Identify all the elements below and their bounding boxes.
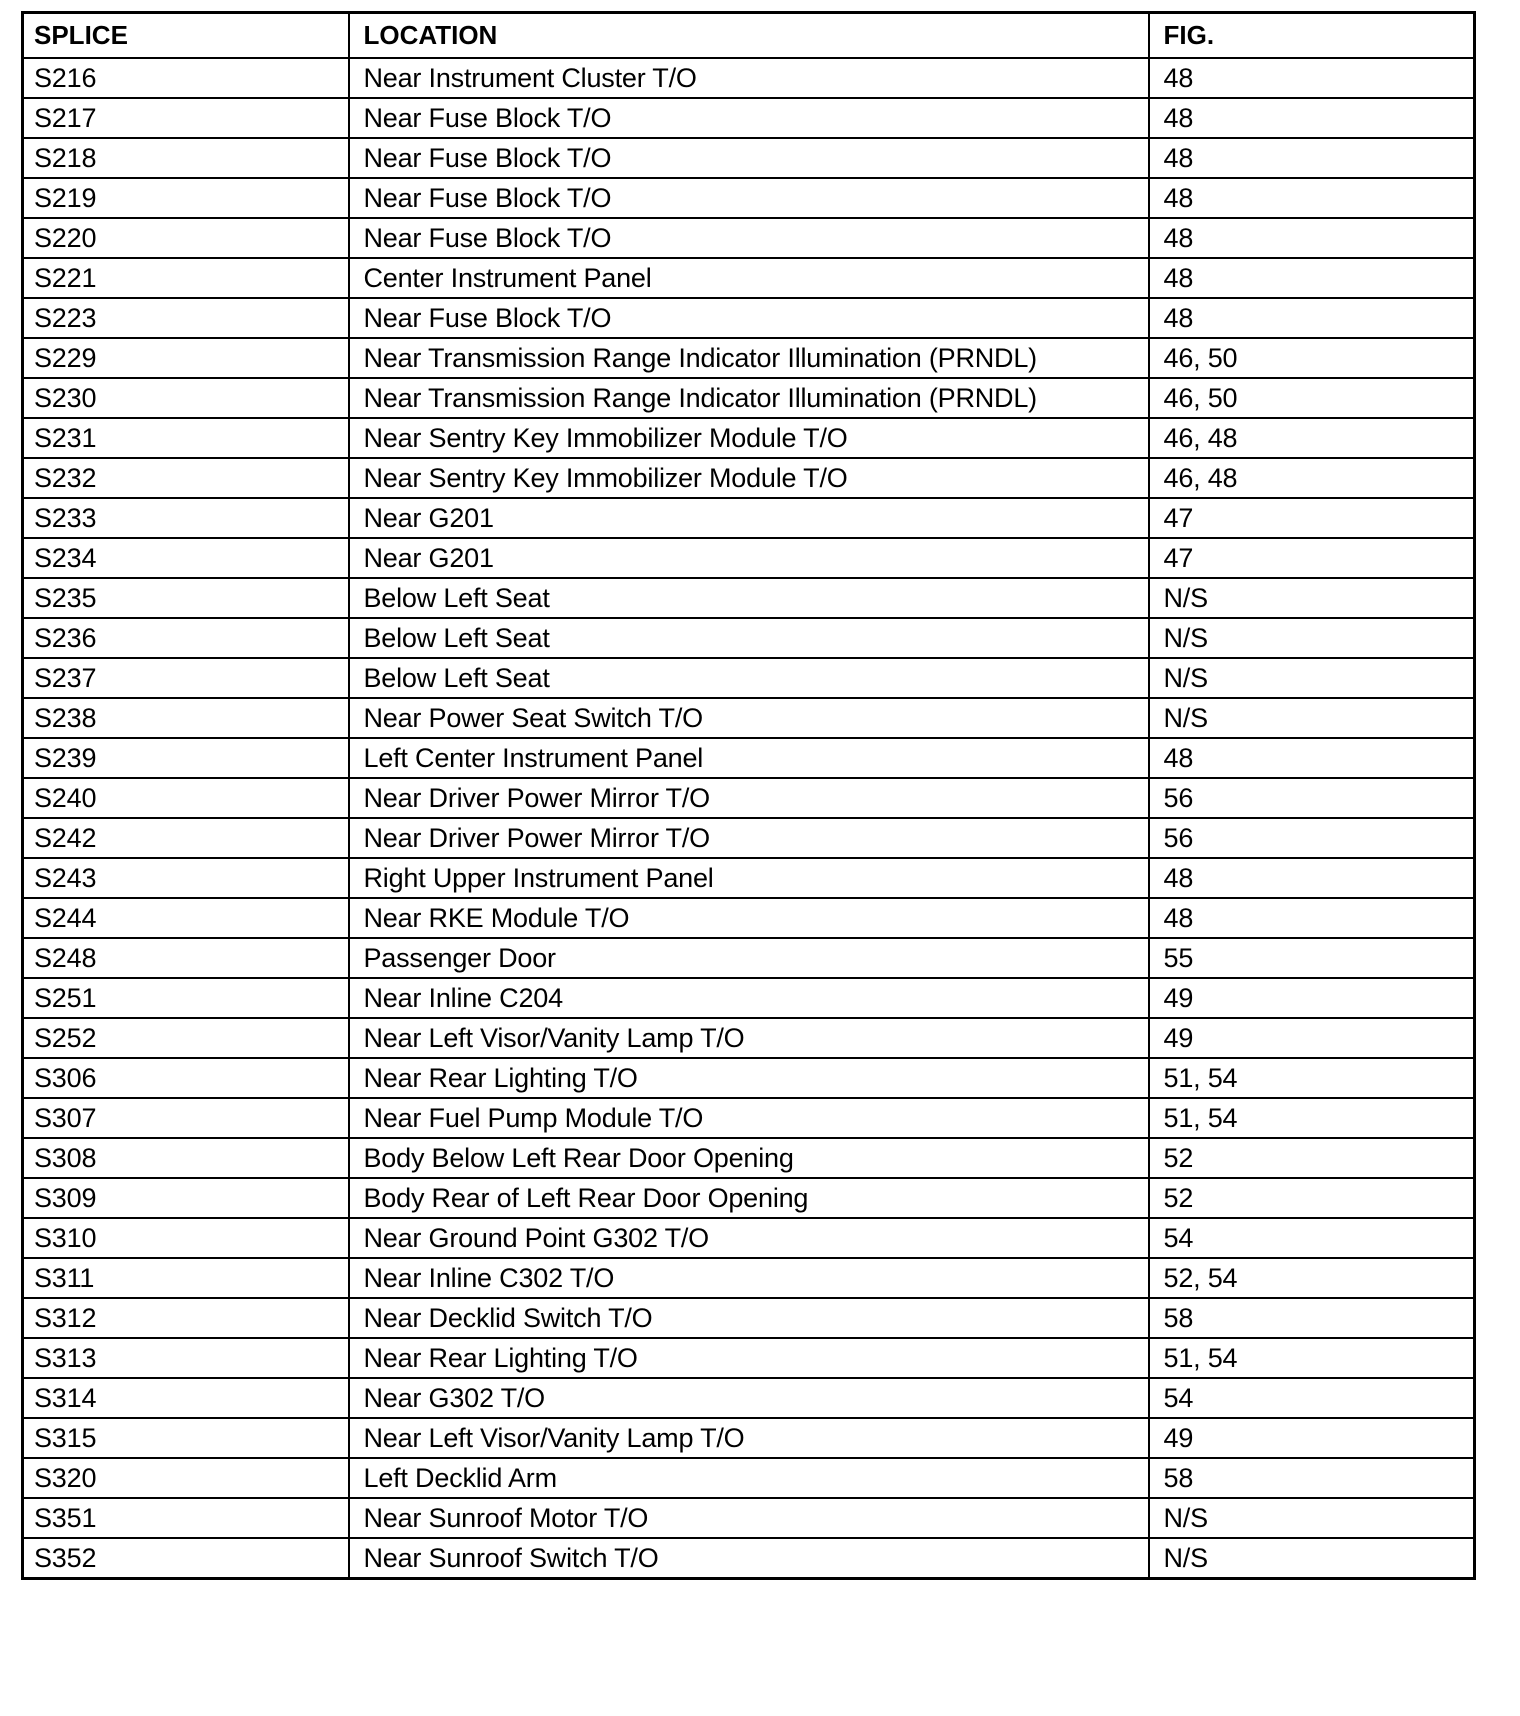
table-row bbox=[23, 338, 1475, 378]
table-row bbox=[23, 178, 1475, 218]
cell-location: Near Rear Lighting T/O bbox=[349, 1058, 1149, 1098]
table-row bbox=[23, 858, 1475, 898]
table-row bbox=[23, 738, 1475, 778]
table-row bbox=[23, 418, 1475, 458]
cell-location: Near Left Visor/Vanity Lamp T/O bbox=[349, 1018, 1149, 1058]
cell-splice: S231 bbox=[23, 418, 349, 458]
cell-location: Near Left Visor/Vanity Lamp T/O bbox=[349, 1418, 1149, 1458]
table-row bbox=[23, 538, 1475, 578]
cell-location: Near RKE Module T/O bbox=[349, 898, 1149, 938]
cell-fig: 58 bbox=[1149, 1298, 1475, 1338]
cell-location: Near Fuse Block T/O bbox=[349, 298, 1149, 338]
cell-location: Near Fuel Pump Module T/O bbox=[349, 1098, 1149, 1138]
cell-splice: S314 bbox=[23, 1378, 349, 1418]
table-row bbox=[23, 818, 1475, 858]
table-row bbox=[23, 98, 1475, 138]
table-row bbox=[23, 938, 1475, 978]
cell-fig: 48 bbox=[1149, 138, 1475, 178]
cell-fig: N/S bbox=[1149, 1538, 1475, 1579]
cell-location: Near G201 bbox=[349, 498, 1149, 538]
cell-splice: S234 bbox=[23, 538, 349, 578]
table-body bbox=[23, 58, 1475, 1579]
cell-splice: S239 bbox=[23, 738, 349, 778]
table-row bbox=[23, 1018, 1475, 1058]
cell-location: Below Left Seat bbox=[349, 578, 1149, 618]
table-row bbox=[23, 1098, 1475, 1138]
cell-location: Body Below Left Rear Door Opening bbox=[349, 1138, 1149, 1178]
header-splice: SPLICE bbox=[23, 13, 349, 59]
cell-location: Below Left Seat bbox=[349, 618, 1149, 658]
cell-location: Near Transmission Range Indicator Illumination (PRNDL) bbox=[349, 338, 1149, 378]
cell-splice: S220 bbox=[23, 218, 349, 258]
cell-fig: 52 bbox=[1149, 1178, 1475, 1218]
cell-splice: S244 bbox=[23, 898, 349, 938]
cell-fig: 56 bbox=[1149, 818, 1475, 858]
table-row bbox=[23, 258, 1475, 298]
cell-splice: S236 bbox=[23, 618, 349, 658]
cell-location: Near Rear Lighting T/O bbox=[349, 1338, 1149, 1378]
cell-splice: S216 bbox=[23, 58, 349, 98]
cell-splice: S310 bbox=[23, 1218, 349, 1258]
cell-splice: S229 bbox=[23, 338, 349, 378]
cell-location: Near Inline C204 bbox=[349, 978, 1149, 1018]
cell-fig: 52 bbox=[1149, 1138, 1475, 1178]
cell-location: Near Fuse Block T/O bbox=[349, 178, 1149, 218]
table-row bbox=[23, 898, 1475, 938]
cell-splice: S242 bbox=[23, 818, 349, 858]
cell-location: Near Decklid Switch T/O bbox=[349, 1298, 1149, 1338]
cell-location: Near Driver Power Mirror T/O bbox=[349, 778, 1149, 818]
cell-fig: 52, 54 bbox=[1149, 1258, 1475, 1298]
cell-splice: S307 bbox=[23, 1098, 349, 1138]
table-row bbox=[23, 1058, 1475, 1098]
cell-fig: 46, 50 bbox=[1149, 338, 1475, 378]
table-row bbox=[23, 1338, 1475, 1378]
table-row bbox=[23, 458, 1475, 498]
table-header-row bbox=[23, 13, 1475, 59]
cell-location: Near Transmission Range Indicator Illumination (PRNDL) bbox=[349, 378, 1149, 418]
cell-splice: S230 bbox=[23, 378, 349, 418]
cell-location: Near Inline C302 T/O bbox=[349, 1258, 1149, 1298]
cell-fig: 58 bbox=[1149, 1458, 1475, 1498]
cell-location: Near Fuse Block T/O bbox=[349, 98, 1149, 138]
table-row bbox=[23, 1298, 1475, 1338]
cell-fig: 48 bbox=[1149, 258, 1475, 298]
cell-splice: S252 bbox=[23, 1018, 349, 1058]
table-row bbox=[23, 378, 1475, 418]
cell-fig: 51, 54 bbox=[1149, 1338, 1475, 1378]
cell-location: Body Rear of Left Rear Door Opening bbox=[349, 1178, 1149, 1218]
cell-location: Right Upper Instrument Panel bbox=[349, 858, 1149, 898]
cell-location: Near Sunroof Switch T/O bbox=[349, 1538, 1149, 1579]
cell-location: Near Fuse Block T/O bbox=[349, 218, 1149, 258]
cell-fig: N/S bbox=[1149, 618, 1475, 658]
cell-splice: S248 bbox=[23, 938, 349, 978]
cell-splice: S217 bbox=[23, 98, 349, 138]
cell-fig: 49 bbox=[1149, 1418, 1475, 1458]
cell-location: Left Decklid Arm bbox=[349, 1458, 1149, 1498]
cell-location: Near Instrument Cluster T/O bbox=[349, 58, 1149, 98]
cell-splice: S237 bbox=[23, 658, 349, 698]
cell-fig: 56 bbox=[1149, 778, 1475, 818]
cell-splice: S240 bbox=[23, 778, 349, 818]
cell-fig: 51, 54 bbox=[1149, 1058, 1475, 1098]
cell-splice: S219 bbox=[23, 178, 349, 218]
cell-splice: S306 bbox=[23, 1058, 349, 1098]
cell-location: Near G302 T/O bbox=[349, 1378, 1149, 1418]
cell-fig: 51, 54 bbox=[1149, 1098, 1475, 1138]
table-row bbox=[23, 1138, 1475, 1178]
cell-fig: 54 bbox=[1149, 1378, 1475, 1418]
cell-location: Near G201 bbox=[349, 538, 1149, 578]
table-row bbox=[23, 1458, 1475, 1498]
cell-location: Near Ground Point G302 T/O bbox=[349, 1218, 1149, 1258]
cell-fig: N/S bbox=[1149, 658, 1475, 698]
cell-fig: 49 bbox=[1149, 1018, 1475, 1058]
cell-location: Near Sunroof Motor T/O bbox=[349, 1498, 1149, 1538]
cell-splice: S233 bbox=[23, 498, 349, 538]
table-row bbox=[23, 1178, 1475, 1218]
cell-splice: S243 bbox=[23, 858, 349, 898]
table-row bbox=[23, 618, 1475, 658]
header-fig: FIG. bbox=[1149, 13, 1475, 59]
cell-fig: 48 bbox=[1149, 858, 1475, 898]
cell-fig: 48 bbox=[1149, 298, 1475, 338]
cell-location: Near Sentry Key Immobilizer Module T/O bbox=[349, 458, 1149, 498]
cell-splice: S251 bbox=[23, 978, 349, 1018]
table-row bbox=[23, 1498, 1475, 1538]
cell-splice: S235 bbox=[23, 578, 349, 618]
cell-fig: 46, 50 bbox=[1149, 378, 1475, 418]
cell-splice: S315 bbox=[23, 1418, 349, 1458]
cell-fig: 49 bbox=[1149, 978, 1475, 1018]
cell-location: Center Instrument Panel bbox=[349, 258, 1149, 298]
cell-splice: S221 bbox=[23, 258, 349, 298]
cell-fig: 48 bbox=[1149, 98, 1475, 138]
cell-fig: 48 bbox=[1149, 218, 1475, 258]
cell-splice: S313 bbox=[23, 1338, 349, 1378]
table-row bbox=[23, 1218, 1475, 1258]
table-row bbox=[23, 698, 1475, 738]
cell-fig: 47 bbox=[1149, 538, 1475, 578]
table-row bbox=[23, 658, 1475, 698]
splice-location-table bbox=[21, 11, 1476, 1580]
table-row bbox=[23, 1418, 1475, 1458]
cell-fig: 48 bbox=[1149, 898, 1475, 938]
cell-location: Near Driver Power Mirror T/O bbox=[349, 818, 1149, 858]
cell-fig: 55 bbox=[1149, 938, 1475, 978]
table-row bbox=[23, 1378, 1475, 1418]
table-row bbox=[23, 778, 1475, 818]
cell-splice: S223 bbox=[23, 298, 349, 338]
cell-location: Left Center Instrument Panel bbox=[349, 738, 1149, 778]
cell-splice: S312 bbox=[23, 1298, 349, 1338]
table-row bbox=[23, 298, 1475, 338]
cell-location: Near Fuse Block T/O bbox=[349, 138, 1149, 178]
table-row bbox=[23, 978, 1475, 1018]
cell-location: Below Left Seat bbox=[349, 658, 1149, 698]
cell-splice: S351 bbox=[23, 1498, 349, 1538]
cell-splice: S352 bbox=[23, 1538, 349, 1579]
cell-fig: 48 bbox=[1149, 178, 1475, 218]
cell-splice: S311 bbox=[23, 1258, 349, 1298]
table-row bbox=[23, 498, 1475, 538]
cell-fig: 46, 48 bbox=[1149, 458, 1475, 498]
cell-splice: S320 bbox=[23, 1458, 349, 1498]
cell-fig: 48 bbox=[1149, 738, 1475, 778]
table-row bbox=[23, 218, 1475, 258]
cell-location: Near Power Seat Switch T/O bbox=[349, 698, 1149, 738]
cell-fig: 47 bbox=[1149, 498, 1475, 538]
cell-splice: S308 bbox=[23, 1138, 349, 1178]
table-row bbox=[23, 578, 1475, 618]
cell-fig: 48 bbox=[1149, 58, 1475, 98]
table-row bbox=[23, 58, 1475, 98]
table-row bbox=[23, 1538, 1475, 1579]
table-row bbox=[23, 138, 1475, 178]
cell-fig: 54 bbox=[1149, 1218, 1475, 1258]
cell-location: Passenger Door bbox=[349, 938, 1149, 978]
cell-location: Near Sentry Key Immobilizer Module T/O bbox=[349, 418, 1149, 458]
cell-splice: S238 bbox=[23, 698, 349, 738]
header-location: LOCATION bbox=[349, 13, 1149, 59]
cell-fig: 46, 48 bbox=[1149, 418, 1475, 458]
cell-fig: N/S bbox=[1149, 1498, 1475, 1538]
cell-fig: N/S bbox=[1149, 578, 1475, 618]
cell-splice: S232 bbox=[23, 458, 349, 498]
cell-splice: S309 bbox=[23, 1178, 349, 1218]
table-row bbox=[23, 1258, 1475, 1298]
cell-splice: S218 bbox=[23, 138, 349, 178]
cell-fig: N/S bbox=[1149, 698, 1475, 738]
